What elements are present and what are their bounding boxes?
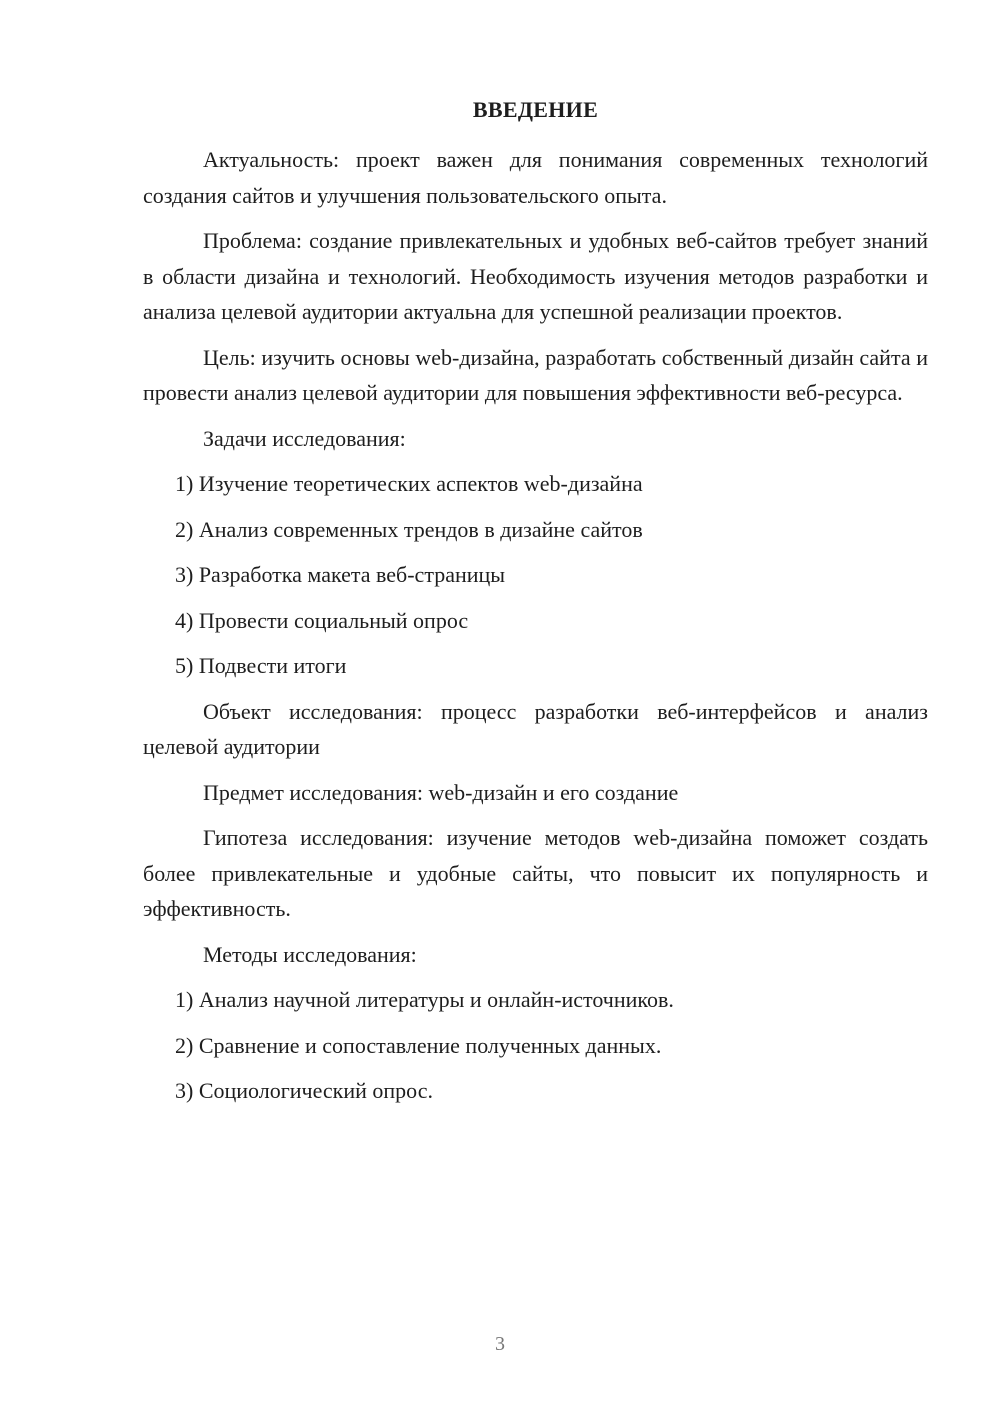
paragraph-goal: Цель: изучить основы web-дизайна, разработать собственный дизайн сайта и провести анализ целевой аудитории для повышения эффективности веб-ресурса. — [143, 344, 928, 405]
tasks-list — [143, 466, 928, 684]
page-number: 3 — [495, 1333, 505, 1355]
page-title: ВВЕДЕНИЕ — [472, 97, 599, 122]
list-item: 3) Разработка макета веб-страницы — [175, 562, 506, 587]
list-item: 2) Анализ современных трендов в дизайне сайтов — [175, 516, 643, 542]
list-item: 1) Анализ научной литературы и онлайн-источников. — [175, 987, 674, 1012]
list-item: 3) Социологический опрос. — [175, 1078, 433, 1103]
paragraph-problem: Проблема: создание привлекательных и удобных веб-сайтов требует знаний в области дизайна и технологий. Необходимость изучения методов разработки и анализа целевой аудитории актуальна для успешной реализации проектов. — [143, 228, 928, 324]
methods-list — [143, 982, 928, 1109]
list-item: 2) Сравнение и сопоставление полученных данных. — [175, 1032, 662, 1058]
document-page — [143, 92, 928, 1119]
list-item: 1) Изучение теоретических аспектов web-дизайна — [175, 471, 643, 496]
list-item: 5) Подвести итоги — [175, 653, 347, 678]
list-item: 4) Провести социальный опрос — [175, 607, 469, 633]
tasks-heading: Задачи исследования: — [203, 425, 406, 451]
paragraph-relevance: Актуальность: проект важен для понимания современных технологий создания сайтов и улучшения пользовательского опыта. — [143, 147, 928, 208]
methods-heading: Методы исследования: — [203, 941, 417, 967]
paragraph-object: Объект исследования: процесс разработки веб-интерфейсов и анализ целевой аудитории — [143, 698, 928, 759]
paragraph-subject: Предмет исследования: web-дизайн и его создание — [203, 779, 679, 805]
paragraph-hypothesis: Гипотеза исследования: изучение методов web-дизайна поможет создать более привлекательные и удобные сайты, что повысит их популярность и эффективность. — [143, 825, 928, 921]
